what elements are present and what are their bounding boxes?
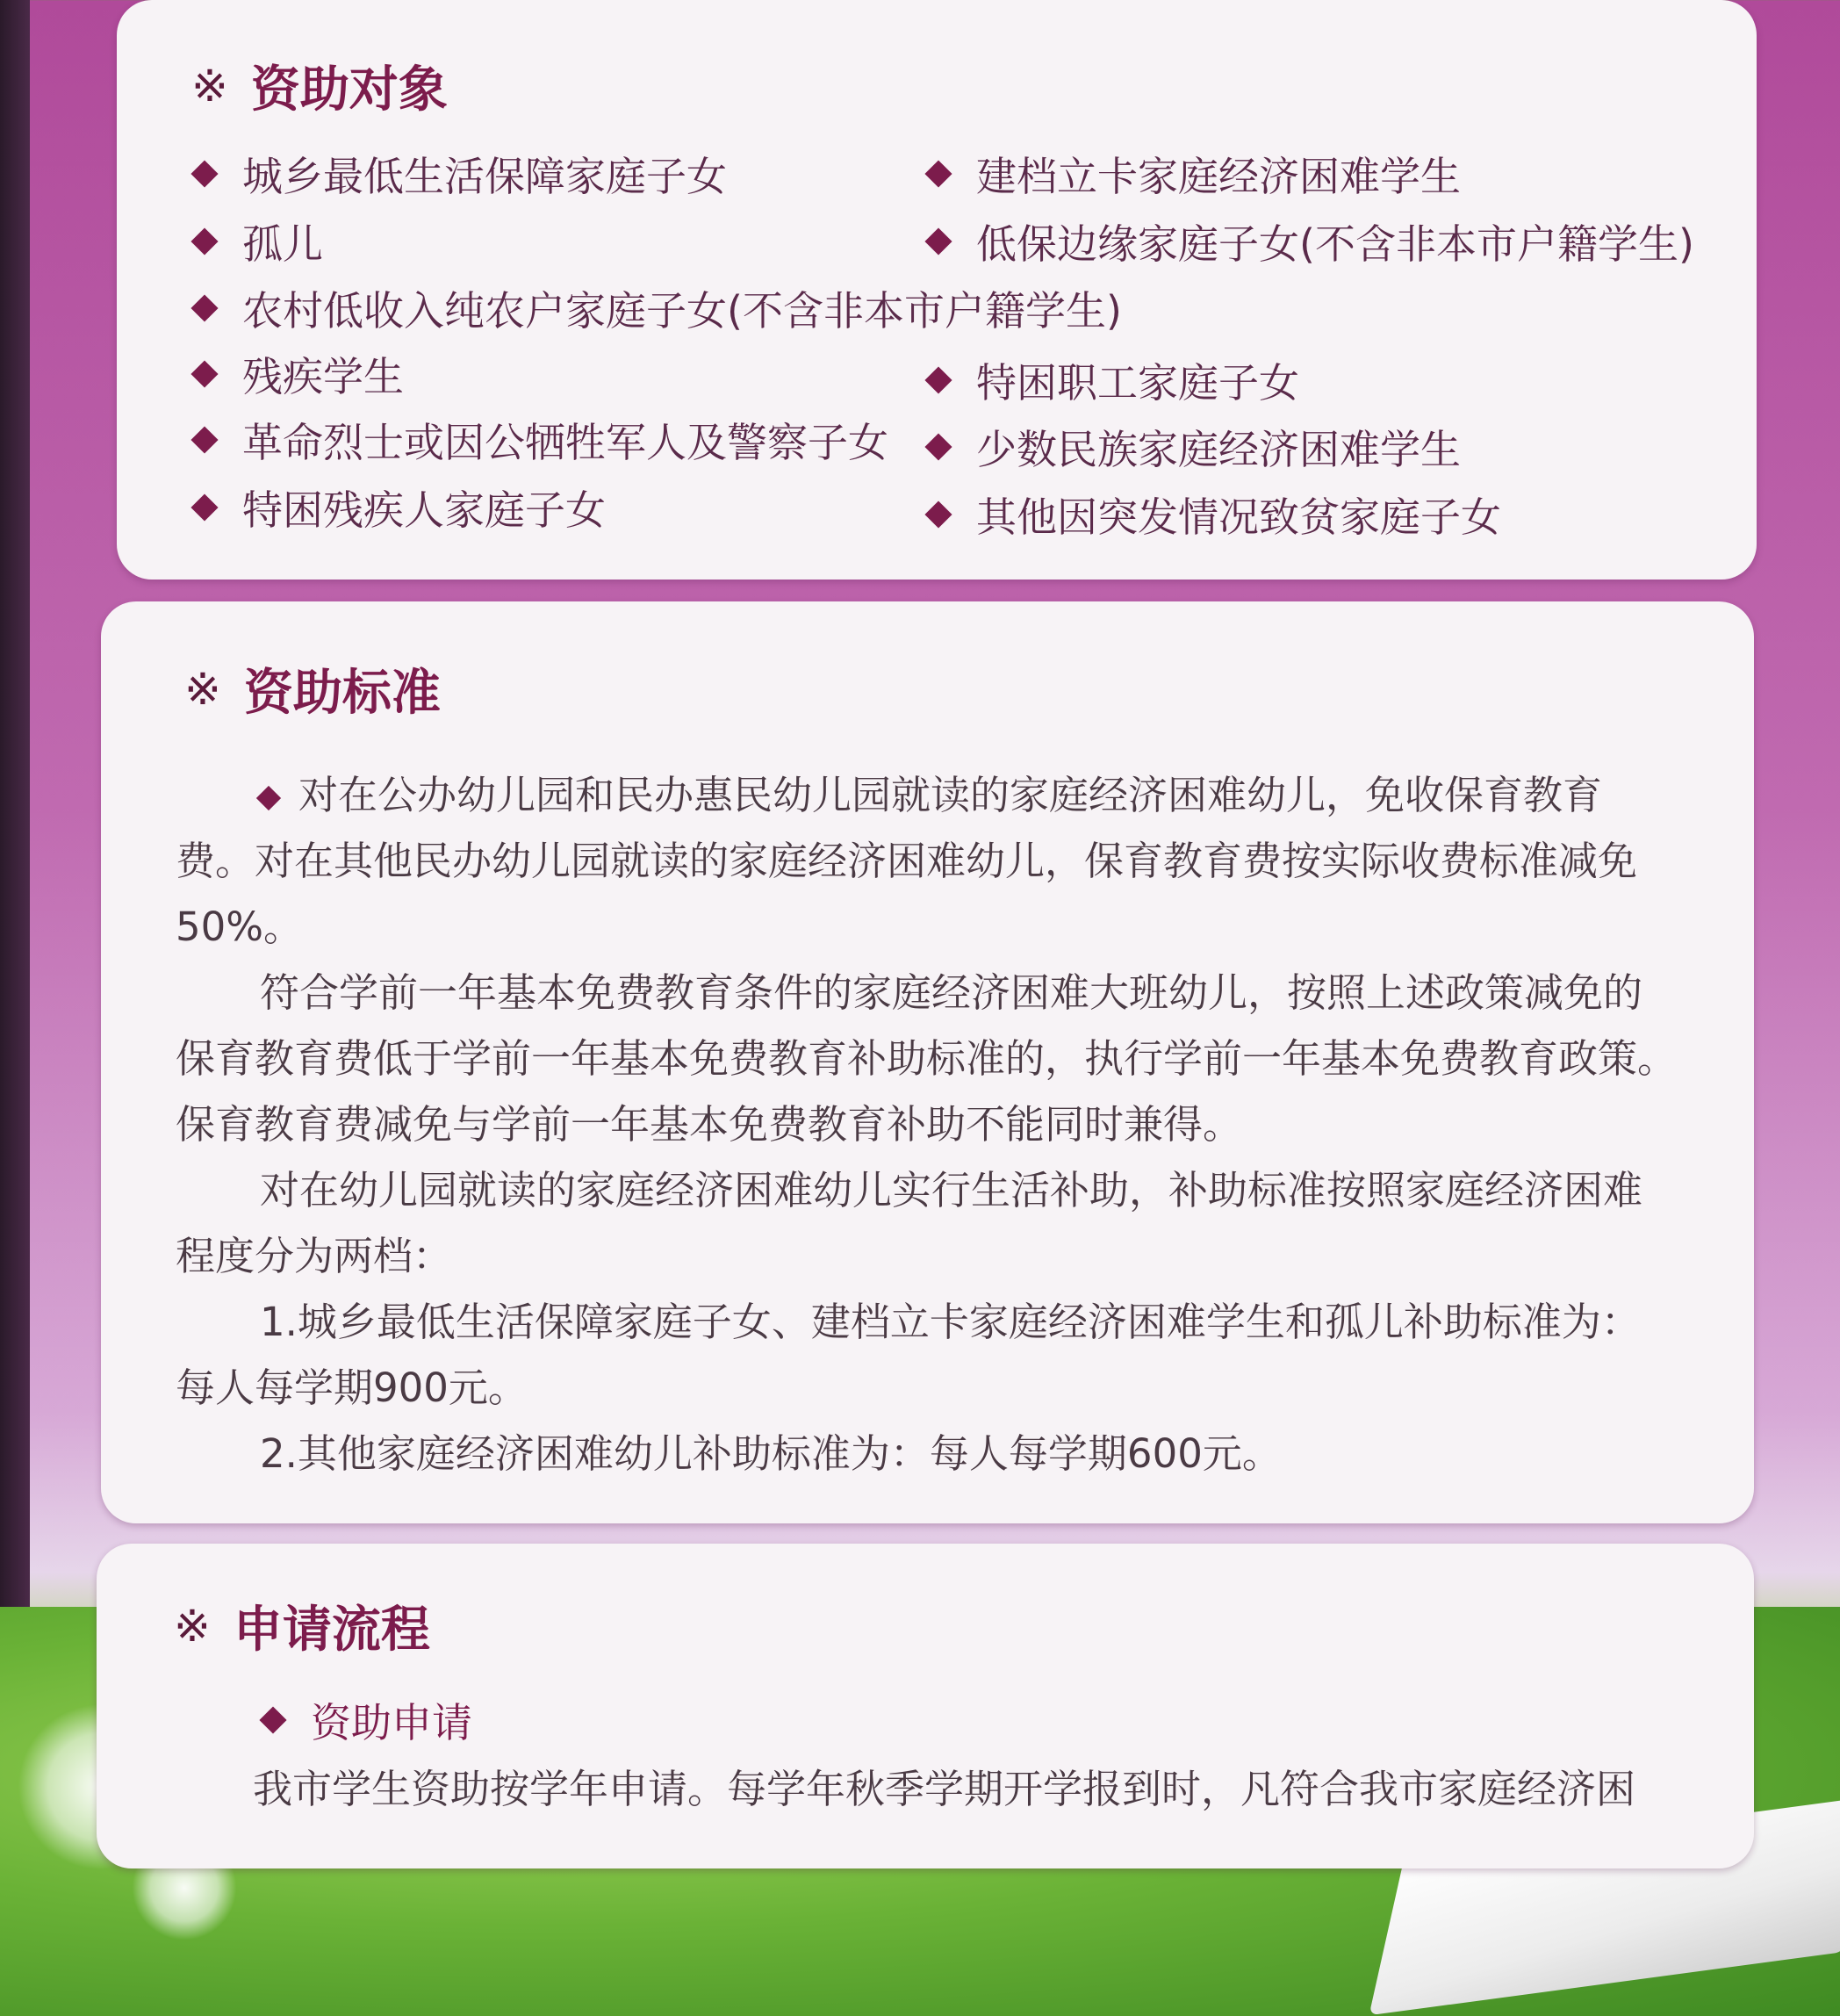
diamond-bullet-icon bbox=[924, 227, 952, 255]
diamond-bullet-icon bbox=[190, 426, 218, 453]
recipients-title: 资助对象 bbox=[250, 61, 448, 119]
recipient-item: 农村低收入纯农户家庭子女(不含非本市户籍学生) bbox=[195, 279, 1122, 337]
recipient-item: 孤儿 bbox=[195, 212, 323, 270]
diamond-bullet-icon bbox=[259, 1706, 286, 1733]
process-heading bbox=[174, 1591, 430, 1661]
process-text: 我市学生资助按学年申请。每学年秋季学期开学报到时，凡符合我市家庭经济困 bbox=[253, 1766, 1636, 1812]
recipient-item: 残疾学生 bbox=[195, 345, 404, 403]
diamond-bullet-icon bbox=[256, 786, 281, 810]
diamond-bullet-icon bbox=[190, 160, 218, 187]
process-title: 申请流程 bbox=[233, 1602, 430, 1659]
recipients-heading bbox=[191, 51, 448, 121]
diamond-bullet-icon bbox=[924, 500, 952, 528]
diamond-bullet-icon bbox=[190, 360, 218, 387]
standards-paragraph: 对在公办幼儿园和民办惠民幼儿园就读的家庭经济困难幼儿，免收保育教育费。对在其他民办幼儿园就读的家庭经济困难幼儿，保育教育费按实际收费标准减免50%。 bbox=[176, 772, 1638, 950]
diamond-bullet-icon bbox=[190, 294, 218, 321]
reference-mark-icon: ※ bbox=[191, 61, 228, 112]
diamond-bullet-icon bbox=[190, 227, 218, 255]
standards-paragraph: 符合学前一年基本免费教育条件的家庭经济困难大班幼儿，按照上述政策减免的保育教育费低于学前一年基本免费教育补助标准的，执行学前一年基本免费教育政策。保育教育费减免与学前一年基本免费教育补助不能同时兼得。 bbox=[176, 969, 1678, 1148]
recipient-item: 少数民族家庭经济困难学生 bbox=[929, 418, 1461, 476]
diamond-bullet-icon bbox=[190, 493, 218, 521]
standards-paragraph: 1.城乡最低生活保障家庭子女、建档立卡家庭经济困难学生和孤儿补助标准为：每人每学期900元。 bbox=[176, 1299, 1641, 1411]
diamond-bullet-icon bbox=[924, 160, 952, 187]
recipient-item: 低保边缘家庭子女(不含非本市户籍学生) bbox=[929, 212, 1694, 270]
standards-paragraph: 对在幼儿园就读的家庭经济困难幼儿实行生活补助，补助标准按照家庭经济困难程度分为两档： bbox=[176, 1167, 1643, 1279]
recipient-item: 城乡最低生活保障家庭子女 bbox=[195, 145, 727, 203]
standards-heading bbox=[184, 654, 441, 724]
standards-title: 资助标准 bbox=[243, 665, 441, 722]
recipient-item: 革命烈士或因公牺牲军人及警察子女 bbox=[195, 411, 888, 469]
reference-mark-icon: ※ bbox=[184, 664, 221, 715]
recipient-item: 其他因突发情况致贫家庭子女 bbox=[929, 486, 1501, 544]
recipient-item: 特困残疾人家庭子女 bbox=[195, 479, 606, 536]
application-subheading: 资助申请 bbox=[263, 1691, 472, 1749]
recipient-item: 建档立卡家庭经济困难学生 bbox=[929, 145, 1461, 203]
standards-paragraph: 2.其他家庭经济困难幼儿补助标准为：每人每学期600元。 bbox=[260, 1430, 1282, 1477]
recipient-item: 特困职工家庭子女 bbox=[929, 351, 1299, 409]
diamond-bullet-icon bbox=[924, 366, 952, 393]
diamond-bullet-icon bbox=[924, 433, 952, 460]
reference-mark-icon: ※ bbox=[174, 1601, 211, 1652]
standards-body bbox=[176, 762, 1677, 1487]
